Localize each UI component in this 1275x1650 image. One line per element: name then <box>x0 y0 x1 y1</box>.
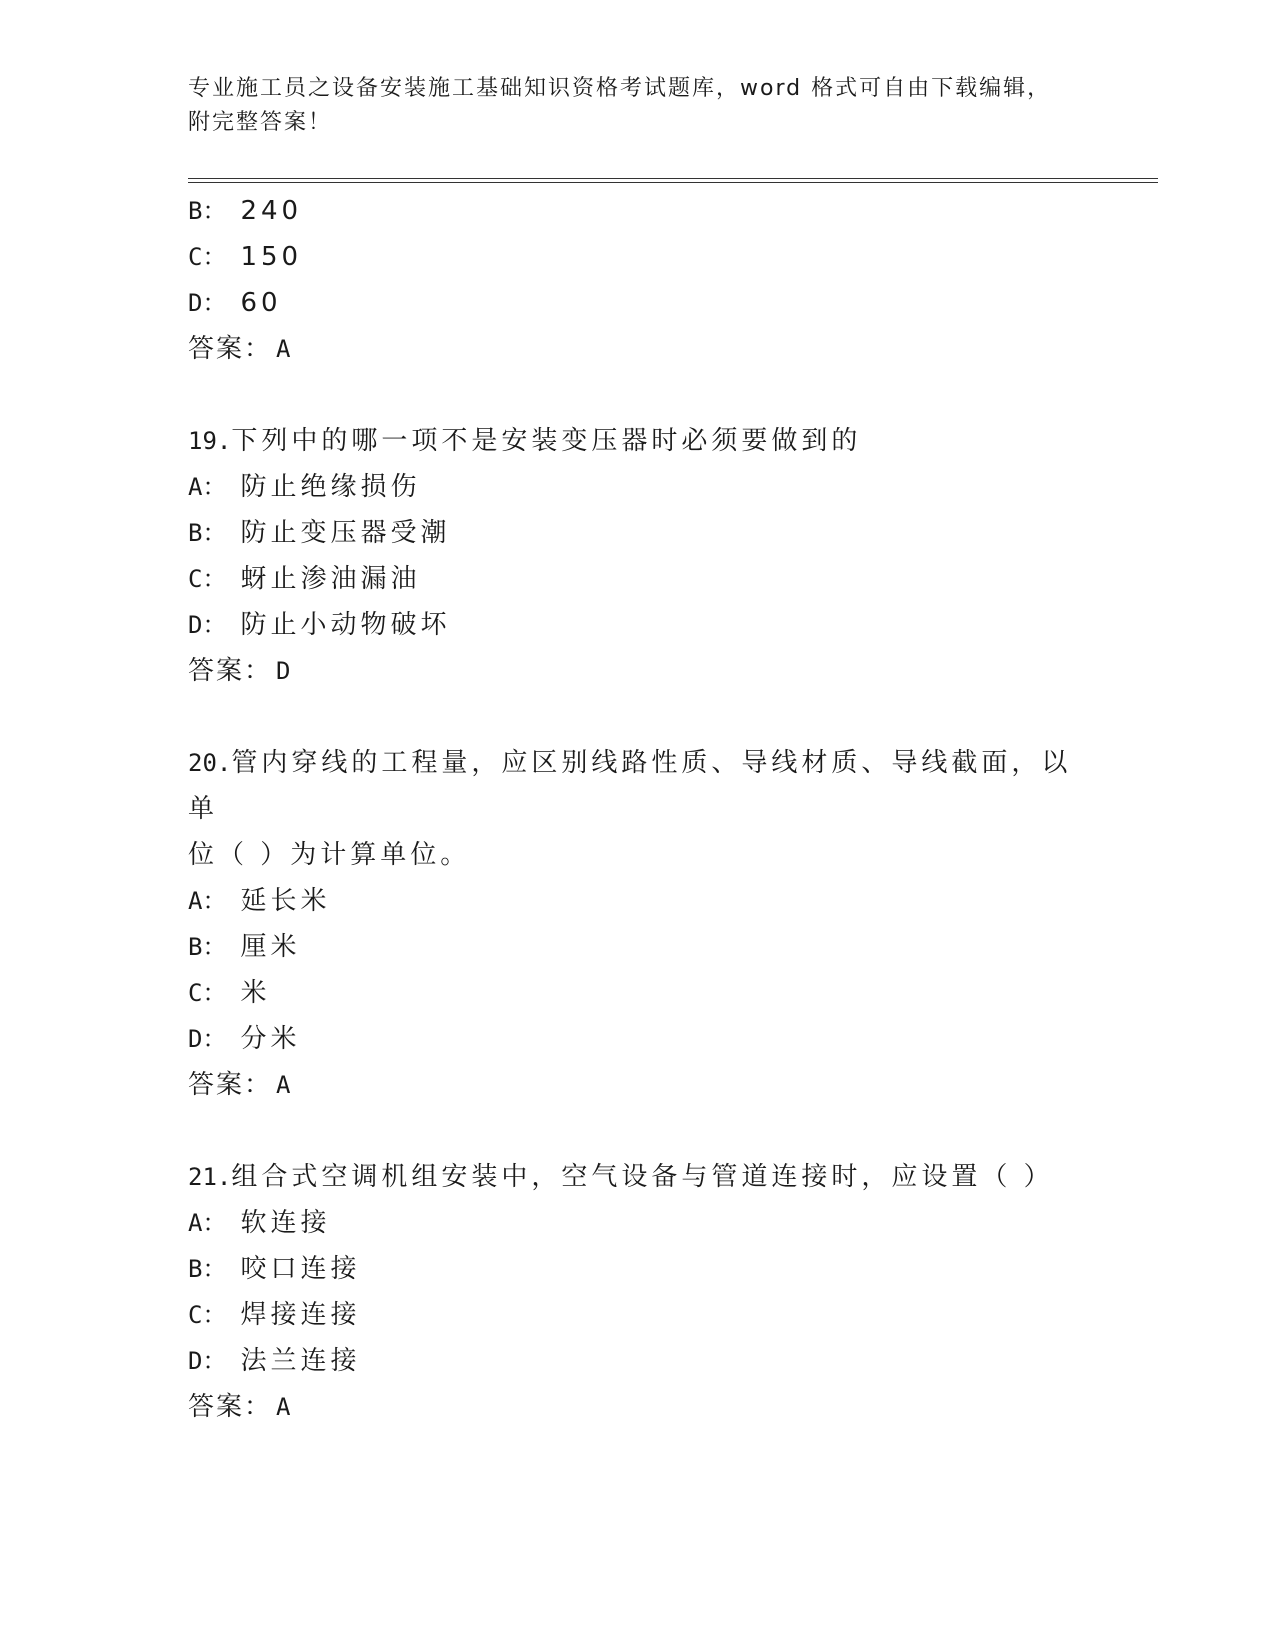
option-label: A： <box>188 887 227 915</box>
answer-label: 答案： <box>188 334 273 364</box>
document-header <box>188 72 1088 140</box>
spacer <box>188 1108 1148 1154</box>
option-label: B： <box>188 197 227 225</box>
option-a <box>188 1200 1148 1246</box>
answer-line <box>188 1384 1148 1430</box>
question-number: 20. <box>188 749 232 777</box>
question-number: 19. <box>188 427 232 455</box>
answer-value: A <box>276 1393 293 1421</box>
question-19 <box>188 418 1148 694</box>
option-text: 防止绝缘损伤 <box>240 472 421 502</box>
answer-value: D <box>276 657 293 685</box>
option-label: D： <box>188 1347 227 1375</box>
option-c <box>188 234 1148 280</box>
option-label: B： <box>188 1255 227 1283</box>
option-label: C： <box>188 979 227 1007</box>
answer-label: 答案： <box>188 1070 273 1100</box>
option-a <box>188 878 1148 924</box>
question-stem <box>188 1154 1088 1200</box>
option-text: 240 <box>240 196 303 226</box>
option-text: 焊接连接 <box>240 1300 361 1330</box>
spacer <box>188 372 1148 418</box>
option-label: C： <box>188 565 227 593</box>
option-c <box>188 1292 1148 1338</box>
option-label: B： <box>188 519 227 547</box>
option-label: B： <box>188 933 227 961</box>
option-label: C： <box>188 243 227 271</box>
question-stem-continued: 位（ ）为计算单位。 <box>188 840 471 870</box>
option-b <box>188 188 1148 234</box>
header-line-2: 附完整答案！ <box>188 110 333 135</box>
question-stem <box>188 418 1088 464</box>
option-text: 米 <box>240 978 271 1008</box>
question-list <box>188 188 1148 1430</box>
question-stem <box>188 740 1088 832</box>
question-20 <box>188 740 1148 1108</box>
question-text: 组合式空调机组安装中，空气设备与管道连接时，应设置（ ） <box>231 1162 1054 1192</box>
option-c <box>188 556 1148 602</box>
answer-label: 答案： <box>188 656 273 686</box>
question-text: 管内穿线的工程量，应区别线路性质、导线材质、导线截面，以单 <box>188 748 1072 824</box>
option-d <box>188 602 1148 648</box>
option-text: 软连接 <box>240 1208 331 1238</box>
answer-line <box>188 326 1148 372</box>
option-text: 厘米 <box>240 932 301 962</box>
option-text: 分米 <box>240 1024 301 1054</box>
option-a <box>188 464 1148 510</box>
answer-line <box>188 648 1148 694</box>
option-label: A： <box>188 473 227 501</box>
option-d <box>188 280 1148 326</box>
option-label: D： <box>188 1025 227 1053</box>
option-label: A： <box>188 1209 227 1237</box>
option-d <box>188 1016 1148 1062</box>
option-label: D： <box>188 289 227 317</box>
header-divider <box>188 178 1158 183</box>
option-text: 蚜止渗油漏油 <box>240 564 421 594</box>
option-text: 延长米 <box>240 886 331 916</box>
option-text: 防止变压器受潮 <box>240 518 451 548</box>
spacer <box>188 694 1148 740</box>
option-label: D： <box>188 611 227 639</box>
option-text: 法兰连接 <box>240 1346 361 1376</box>
option-label: C： <box>188 1301 227 1329</box>
option-b <box>188 924 1148 970</box>
answer-value: A <box>276 1071 293 1099</box>
header-line-1: 专业施工员之设备安装施工基础知识资格考试题库，word 格式可自由下载编辑， <box>188 76 1052 101</box>
option-text: 咬口连接 <box>240 1254 361 1284</box>
option-c <box>188 970 1148 1016</box>
option-b <box>188 1246 1148 1292</box>
option-text: 60 <box>240 288 282 318</box>
question-text: 下列中的哪一项不是安装变压器时必须要做到的 <box>231 426 862 456</box>
option-b <box>188 510 1148 556</box>
prev-question-block <box>188 188 1148 372</box>
option-text: 150 <box>240 242 303 272</box>
answer-value: A <box>276 335 293 363</box>
question-21 <box>188 1154 1148 1430</box>
answer-label: 答案： <box>188 1392 273 1422</box>
answer-line <box>188 1062 1148 1108</box>
question-number: 21. <box>188 1163 232 1191</box>
option-d <box>188 1338 1148 1384</box>
option-text: 防止小动物破坏 <box>240 610 451 640</box>
